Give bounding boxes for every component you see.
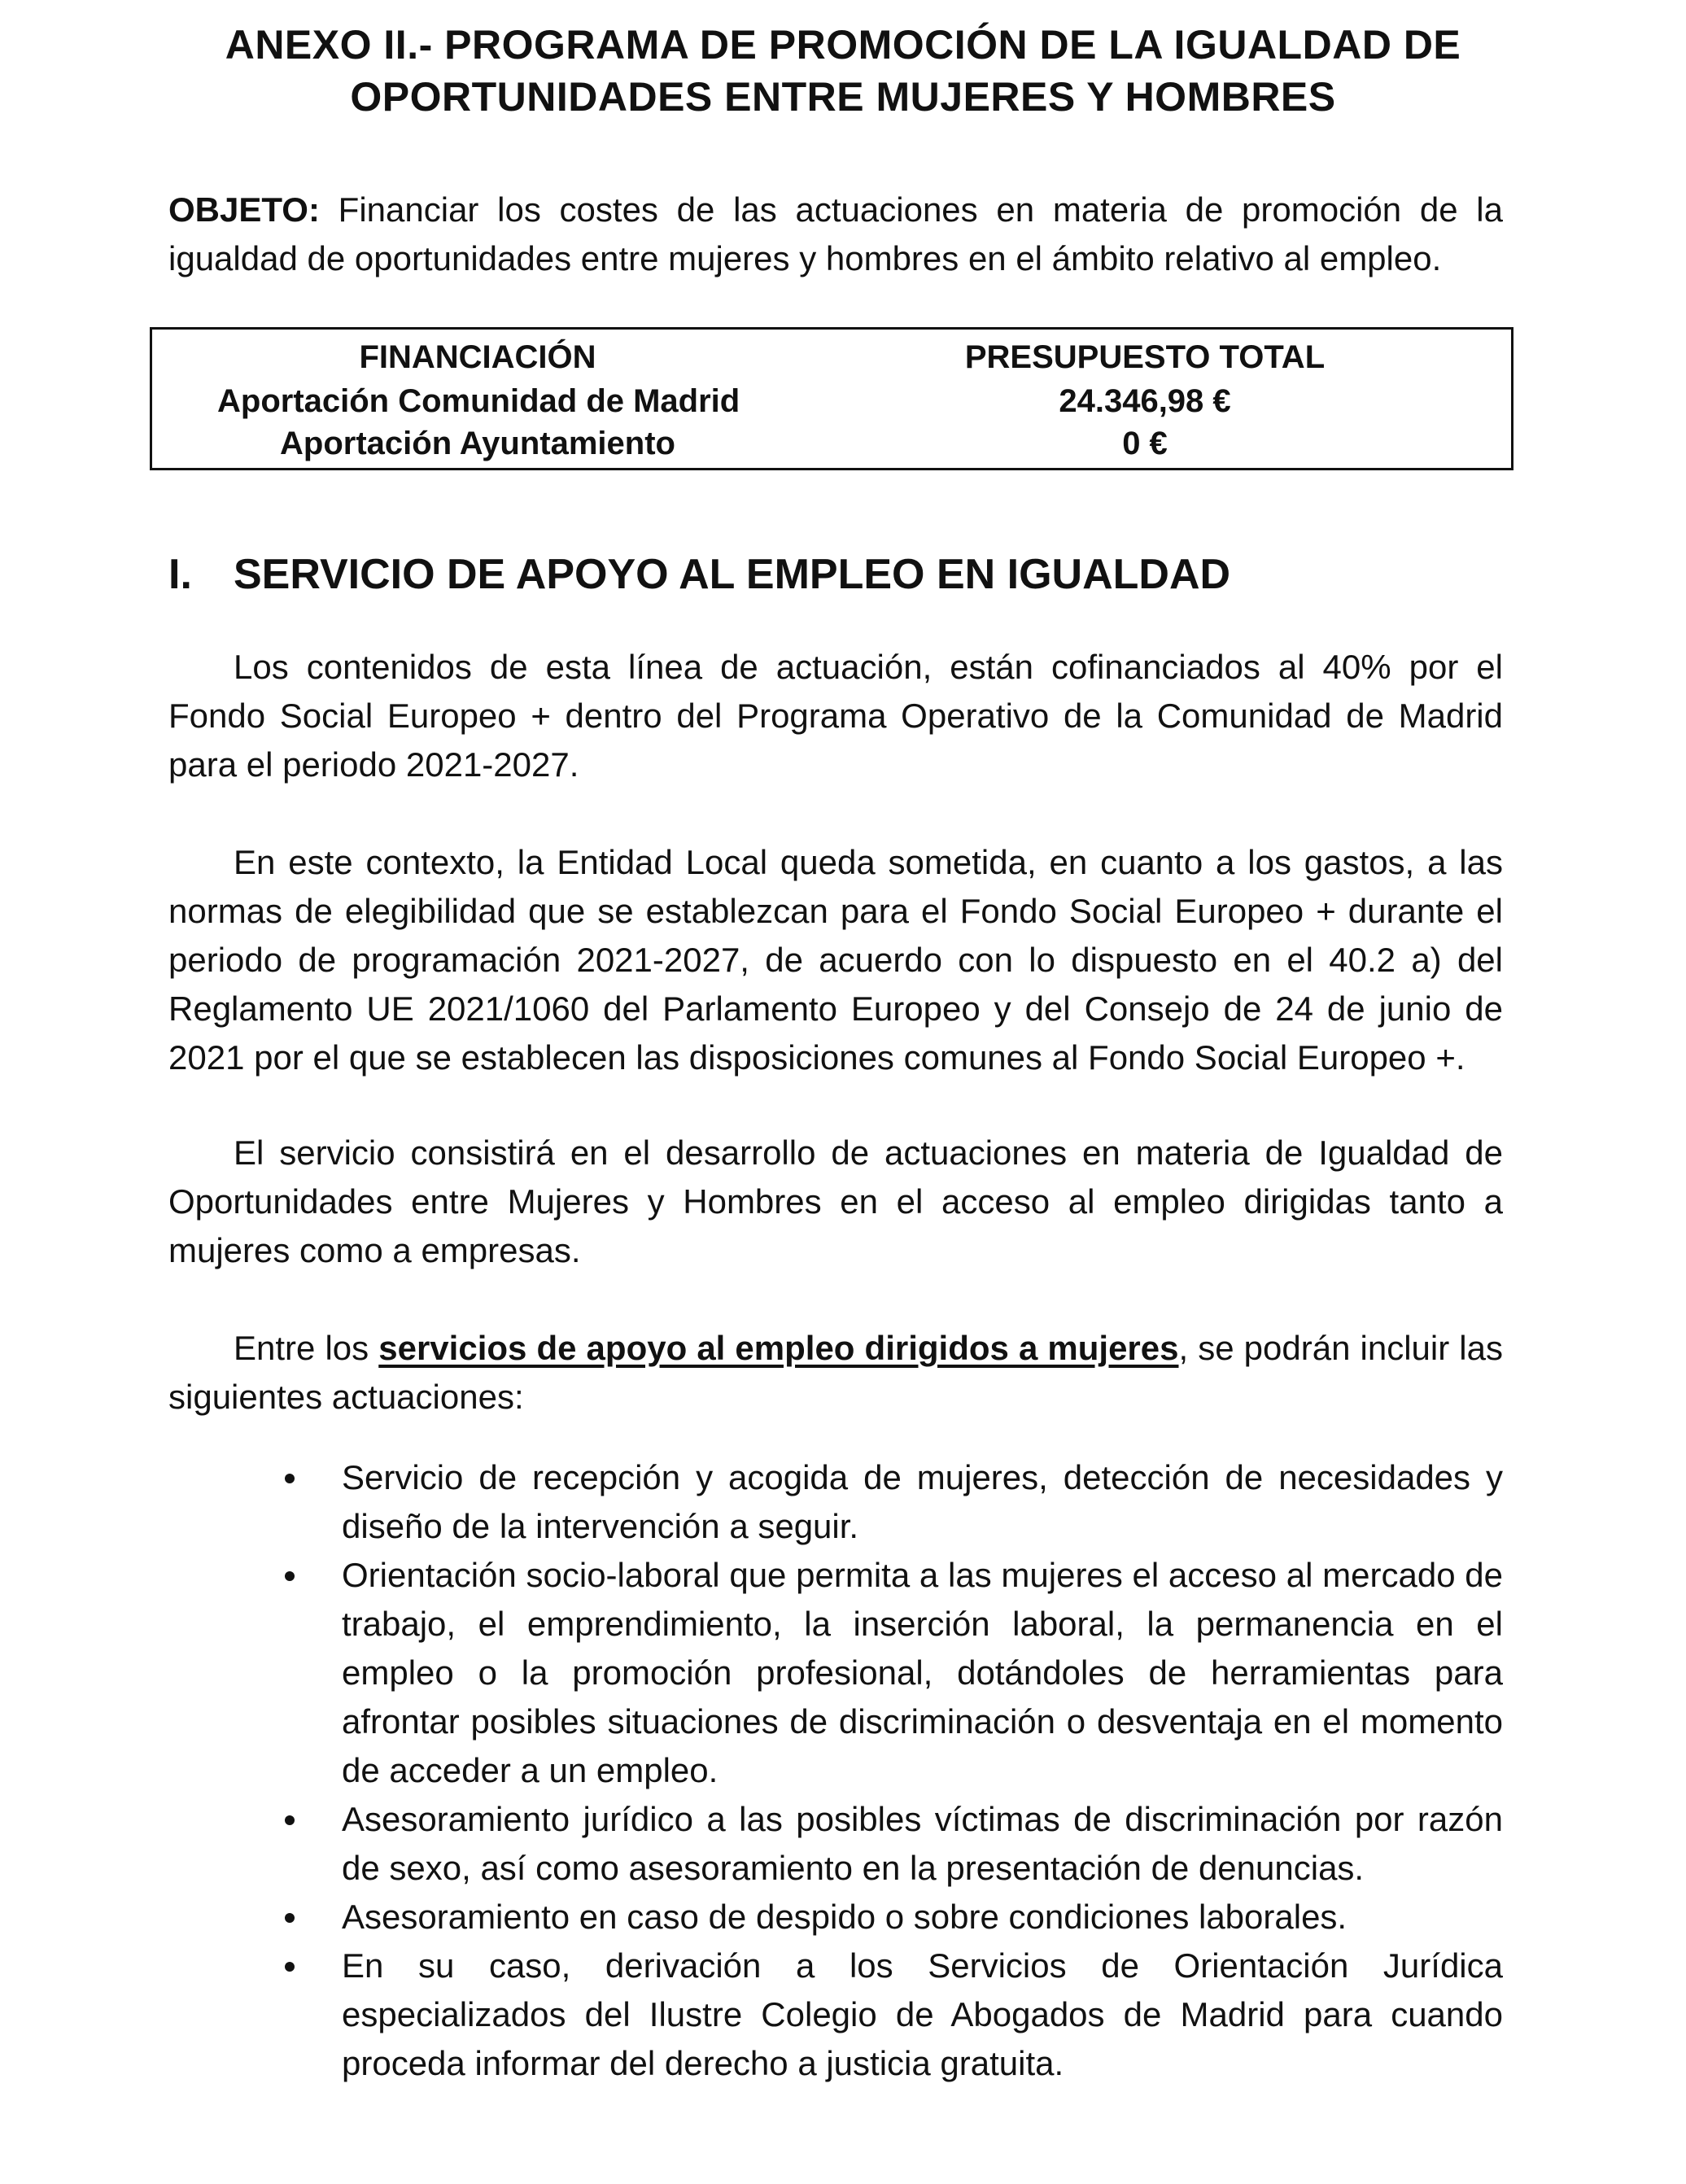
actions-list: [168, 1453, 1503, 2088]
bullet-icon: [285, 1474, 295, 1483]
paragraph-service-description: El servicio consistirá en el desarrollo de actuaciones en materia de Igualdad de Oportunidades entre Mujeres y Hombres en el acceso al empleo dirigidas tanto a mujeres como a empresas.: [168, 1133, 1503, 1269]
bullet-icon: [285, 1913, 295, 1923]
services-intro-text: Entre los: [234, 1329, 379, 1367]
bullet-icon: [285, 1571, 295, 1581]
objeto-text: Financiar los costes de las actuaciones en materia de promoción de la igualdad de oportunidades entre mujeres y hombres en el ámbito relativo al empleo.: [168, 190, 1503, 277]
objeto-paragraph: [168, 186, 1503, 283]
table-row-label: Aportación Comunidad de Madrid: [217, 383, 740, 419]
document-title-line-2: OPORTUNIDADES ENTRE MUJERES Y HOMBRES: [350, 74, 1336, 120]
list-item: [168, 1942, 1503, 2088]
objeto-label: OBJETO:: [168, 190, 320, 229]
section-heading: [168, 550, 1230, 599]
bullet-icon: [285, 1962, 295, 1972]
paragraph-services-intro: [168, 1324, 1503, 1422]
list-item: [168, 1551, 1503, 1795]
list-item-text: Servicio de recepción y acogida de mujeres, detección de necesidades y diseño de la intervención a seguir.: [342, 1458, 1503, 1545]
services-intro-underlined: servicios de apoyo al empleo dirigidos a mujeres: [378, 1329, 1179, 1367]
table-row-amount: 0 €: [1122, 426, 1168, 461]
paragraph-cofinancing: Los contenidos de esta línea de actuación, están cofinanciados al 40% por el Fondo Social Europeo + dentro del Programa Operativo de la Comunidad de Madrid para el periodo 2021-2027.: [168, 648, 1503, 784]
list-item: [168, 1453, 1503, 1551]
section-title: SERVICIO DE APOYO AL EMPLEO EN IGUALDAD: [234, 551, 1231, 598]
list-item-text: En su caso, derivación a los Servicios de Orientación Jurídica especializados del Ilustre Colegio de Abogados de Madrid para cuando proceda informar del derecho a justicia gratuita.: [342, 1946, 1503, 2082]
bullet-icon: [285, 1815, 295, 1825]
list-item-text: Asesoramiento jurídico a las posibles víctimas de discriminación por razón de sexo, así como asesoramiento en la presentación de denuncias.: [342, 1800, 1503, 1887]
paragraph-eligibility: En este contexto, la Entidad Local queda sometida, en cuanto a los gastos, a las normas de elegibilidad que se establezcan para el Fondo Social Europeo + durante el periodo de programación 2021-2027, de acuerdo con lo dispuesto en el 40.2 a) del Reglamento UE 2021/1060 del Parlamento Europeo y del Consejo de 24 de junio de 2021 por el que se establecen las disposiciones comunes al Fondo Social Europeo +.: [168, 843, 1503, 1077]
section-number: I.: [168, 551, 192, 598]
budget-header: PRESUPUESTO TOTAL: [964, 339, 1326, 375]
financing-table: [150, 327, 1513, 470]
list-item: [168, 1795, 1503, 1893]
services-intro-text-end: , se podrán incluir las siguientes actuaciones:: [168, 1329, 1503, 1416]
financing-header: FINANCIACIÓN: [359, 339, 596, 375]
table-row-amount: 24.346,98 €: [1059, 383, 1231, 419]
table-row-label: Aportación Ayuntamiento: [280, 426, 675, 461]
list-item: [168, 1893, 1503, 1942]
document-title-line-1: ANEXO II.- PROGRAMA DE PROMOCIÓN DE LA IGUALDAD DE: [225, 22, 1461, 68]
list-item-text: Asesoramiento en caso de despido o sobre condiciones laborales.: [342, 1898, 1347, 1936]
list-item-text: Orientación socio-laboral que permita a las mujeres el acceso al mercado de trabajo, el emprendimiento, la inserción laboral, la permanencia en el empleo o la promoción profesional, dotándoles de herramientas para afrontar posibles situaciones de discriminación o desventaja en el momento de acceder a un empleo.: [342, 1556, 1503, 1789]
